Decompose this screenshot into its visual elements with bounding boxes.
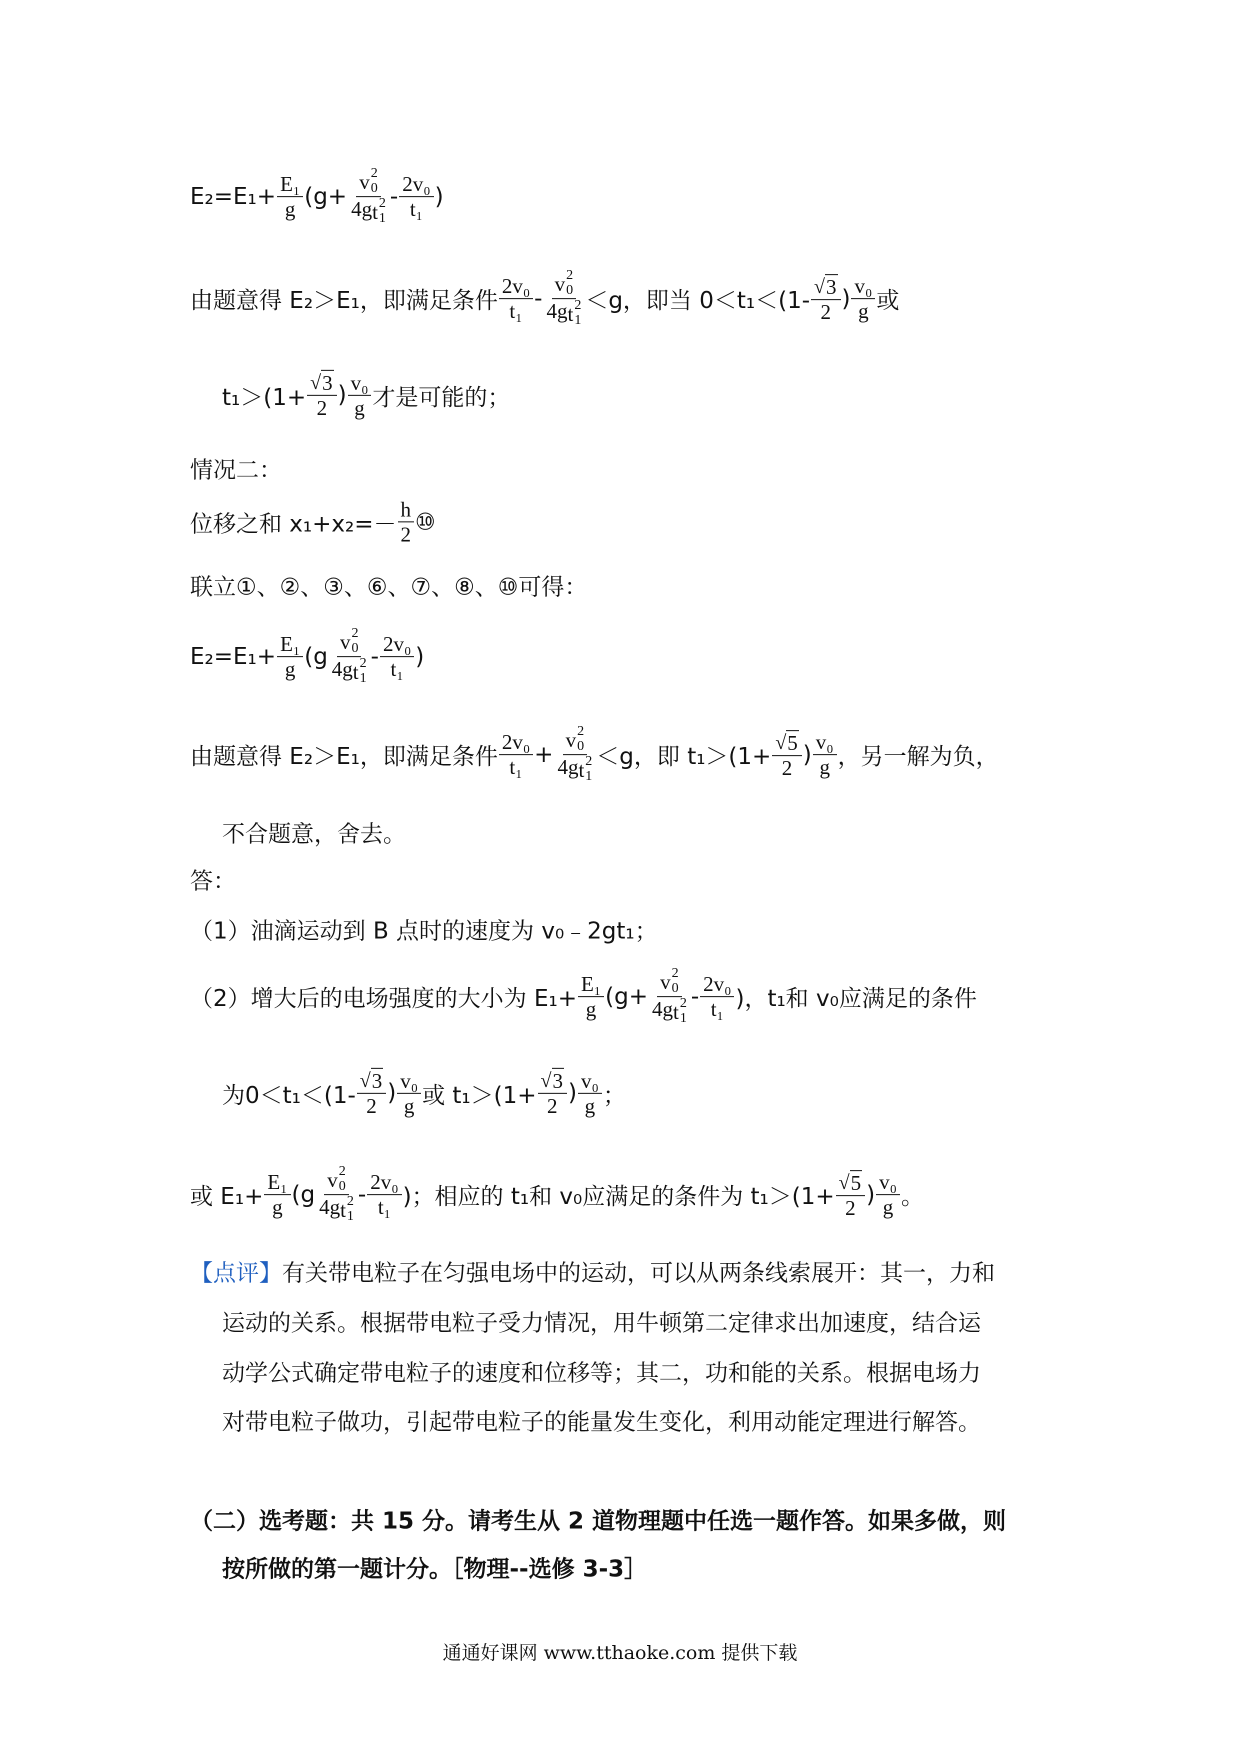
text-run: v₀ (854, 274, 873, 299)
index-stack (360, 658, 367, 687)
fraction-denominator (398, 523, 415, 547)
text-run: 4g (351, 197, 373, 222)
fraction-denominator (316, 1196, 357, 1225)
fraction (277, 172, 303, 221)
fraction-numerator (380, 632, 414, 657)
text-run: v₀ (350, 370, 369, 395)
fraction-denominator (583, 998, 600, 1022)
text-run: 2v₀ (382, 632, 412, 657)
text-run: 2 (781, 756, 793, 780)
fraction (316, 1165, 357, 1225)
superscript: 2 (574, 298, 582, 314)
fraction (538, 1068, 567, 1118)
text-run: 4g (651, 997, 673, 1022)
superscript: 2 (671, 966, 679, 982)
fraction-numerator (337, 627, 362, 657)
fraction-denominator (842, 1196, 859, 1220)
text-run: (g (304, 644, 328, 670)
fraction-denominator (407, 198, 426, 222)
fraction (876, 1170, 900, 1219)
base: v (339, 629, 351, 654)
fraction-denominator (544, 1094, 561, 1118)
text-run: 2 (400, 522, 412, 547)
text-run: (g+ (605, 984, 648, 1010)
text-run: 动学公式确定带电粒子的速度和位移等；其二，功和能的关系。根据电场力 (222, 1360, 981, 1387)
fraction-numerator (813, 730, 837, 755)
base: t (578, 758, 585, 783)
fraction-denominator (269, 1196, 286, 1220)
text-run: 由题意得 E₂＞E₁，即满足条件 (190, 288, 498, 315)
radicand: 5 (850, 1170, 862, 1195)
superscript: 2 (370, 166, 378, 182)
superscript: 2 (566, 268, 574, 284)
text-line (190, 863, 236, 896)
subscript: 1 (378, 211, 386, 227)
text-run: 4g (319, 1195, 341, 1220)
square-root (310, 370, 333, 395)
text-run: ) (866, 1182, 876, 1208)
square-root (814, 274, 837, 299)
radicand: 5 (787, 730, 798, 755)
subscript: 0 (577, 738, 585, 754)
text-run: v₀ (815, 730, 834, 755)
fraction-numerator (499, 730, 533, 755)
fraction-denominator (282, 658, 299, 682)
text-line (222, 1404, 981, 1437)
fraction-denominator (329, 658, 370, 687)
text-run: 2v₀ (402, 172, 431, 197)
fraction-numerator (277, 172, 303, 197)
text-run: t₁ (377, 1195, 391, 1220)
subscript: 0 (351, 640, 359, 656)
variable-with-indices (353, 658, 367, 687)
radicand: 3 (371, 1068, 383, 1093)
text-line (190, 967, 977, 1027)
variable-with-indices (660, 967, 679, 996)
superscript: 2 (679, 996, 687, 1012)
base: t (352, 660, 359, 685)
text-line (190, 1255, 995, 1288)
text-run: 或 t₁＞(1+ (422, 1082, 537, 1109)
text-run: 2 (845, 1196, 856, 1220)
radicand: 3 (322, 370, 333, 395)
fraction (649, 967, 690, 1027)
square-root (775, 730, 798, 755)
fraction-numerator (348, 370, 372, 395)
text-run: v₀ (879, 1170, 897, 1195)
fraction-denominator (779, 756, 796, 780)
fraction-denominator (818, 300, 835, 324)
index-stack (672, 967, 679, 996)
base: t (672, 1000, 679, 1025)
text-run: 由题意得 E₂＞E₁，即满足条件 (190, 744, 498, 771)
text-line (190, 167, 444, 227)
text-line (190, 269, 899, 329)
subscript: 1 (585, 769, 593, 785)
text-run: g (284, 197, 296, 222)
base: v (554, 271, 566, 296)
subscript: 1 (679, 1011, 687, 1027)
superscript: 2 (351, 626, 359, 642)
fraction-numerator (324, 1165, 349, 1195)
text-run: ； (602, 1082, 626, 1109)
fraction-numerator (367, 1170, 401, 1195)
fraction (397, 1068, 421, 1117)
text-run: ＜g，即 t₁＞(1+ (596, 744, 772, 771)
text-run: - (357, 1182, 367, 1208)
text-run: t₁ (509, 299, 523, 324)
text-run: t₁＞(1+ (222, 384, 307, 411)
fraction-numerator (657, 967, 682, 997)
text-run: 为0＜t₁＜(1- (222, 1082, 356, 1109)
radicand: 3 (552, 1068, 563, 1093)
text-run: ) (841, 286, 851, 312)
fraction-denominator (582, 1094, 599, 1118)
variable-with-indices (340, 627, 359, 656)
variable-with-indices (566, 725, 585, 754)
text-run: 联立①、②、③、⑥、⑦、⑧、⑩可得： (190, 574, 588, 601)
subscript: 1 (346, 1209, 354, 1225)
superscript: 2 (359, 656, 367, 672)
fraction-numerator (836, 1170, 865, 1196)
fraction-numerator (356, 167, 381, 197)
subscript: 0 (338, 1178, 346, 1194)
text-run: v₀ (580, 1068, 599, 1093)
text-run: 答： (190, 868, 236, 895)
text-line (190, 452, 282, 485)
base: t (340, 1198, 346, 1223)
text-run: E₁ (280, 172, 301, 197)
text-run: 对带电粒子做功，引起带电粒子的能量发生变化，利用动能定理进行解答。 (222, 1409, 981, 1436)
fraction-numerator (700, 972, 734, 997)
text-run: ) (568, 1080, 577, 1106)
text-run: ) (434, 184, 444, 210)
text-line (222, 1551, 647, 1584)
comment-label: 【点评】 (190, 1260, 282, 1287)
fraction (329, 627, 370, 687)
text-run: 2 (820, 300, 831, 324)
variable-with-indices (555, 269, 574, 298)
fraction-denominator (348, 198, 389, 227)
superscript: 2 (577, 724, 585, 740)
text-run: 2 (316, 396, 328, 420)
base: v (565, 727, 577, 752)
square-root (839, 1170, 862, 1195)
text-run: 2v₀ (703, 972, 732, 997)
page-footer: 通通好课网 www.tthaoke.com 提供下载 (442, 1642, 798, 1664)
index-stack (347, 1196, 354, 1225)
base: t (372, 200, 378, 225)
fraction-denominator (351, 396, 368, 420)
fraction (772, 730, 801, 780)
fraction (348, 167, 389, 227)
fraction-numerator (578, 972, 604, 997)
text-run: 2v₀ (370, 1170, 399, 1195)
index-stack (339, 1165, 346, 1194)
text-run: t₁ (509, 755, 523, 780)
text-run: （二）选考题：共 15 分。请考生从 2 道物理题中任选一题作答。如果多做，则 (190, 1508, 1007, 1535)
text-line (222, 1305, 981, 1338)
text-line (190, 627, 424, 687)
text-run: g (354, 395, 365, 420)
variable-with-indices (340, 1196, 354, 1225)
text-run: （1）油滴运动到 B 点时的速度为 v₀﹣2gt₁； (190, 918, 658, 945)
text-run: t₁ (710, 997, 724, 1022)
fraction (578, 972, 604, 1021)
text-run: ) (337, 382, 347, 408)
radical-sign: √ (310, 372, 322, 394)
fraction-denominator (708, 998, 727, 1022)
fraction-denominator (401, 1094, 418, 1118)
fraction-numerator (851, 274, 875, 299)
text-run: 运动的关系。根据带电粒子受力情况，用牛顿第二定律求出加速度，结合运 (222, 1310, 981, 1337)
fraction (399, 172, 433, 221)
fraction (277, 632, 303, 681)
fraction-denominator (506, 300, 525, 324)
text-run: ⑩ (415, 509, 436, 535)
fraction-numerator (772, 730, 801, 756)
fraction-denominator (282, 198, 299, 222)
text-run: E₂=E₁+ (190, 644, 277, 670)
text-line (190, 569, 587, 602)
fraction-numerator (563, 725, 588, 755)
radical-sign: √ (814, 276, 825, 298)
fraction (811, 274, 840, 324)
variable-with-indices (372, 198, 386, 227)
fraction (499, 730, 533, 779)
text-run: ) (415, 644, 425, 670)
text-run: - (534, 286, 543, 312)
variable-with-indices (359, 167, 378, 196)
text-run: 情况二： (190, 457, 282, 484)
text-line (190, 1503, 1006, 1536)
superscript: 2 (378, 196, 386, 212)
text-run: 或 E₁+ (190, 1184, 264, 1211)
text-run: 4g (557, 755, 579, 780)
index-stack (351, 627, 358, 656)
base: v (327, 1167, 338, 1192)
superscript: 2 (346, 1194, 354, 1210)
fraction-numerator (264, 1170, 290, 1195)
fraction-denominator (816, 756, 833, 780)
text-run: g (284, 657, 296, 682)
text-run: E₁ (280, 632, 301, 657)
fraction-numerator (538, 1068, 567, 1094)
text-run: - (370, 644, 379, 670)
text-run: g (584, 1093, 596, 1118)
text-line (222, 370, 510, 420)
text-run: + (534, 742, 554, 768)
index-stack (566, 269, 573, 298)
fraction (578, 1068, 602, 1117)
radicand: 3 (826, 274, 837, 299)
base: v (359, 169, 370, 194)
square-root (541, 1068, 564, 1093)
fraction-numerator (552, 269, 577, 299)
fraction (264, 1170, 290, 1219)
text-line (190, 913, 658, 946)
text-run: 4g (331, 657, 353, 682)
fraction-denominator (649, 998, 690, 1027)
fraction-numerator (876, 1170, 900, 1195)
fraction-denominator (855, 300, 872, 324)
index-stack (574, 300, 581, 329)
text-run: 2v₀ (501, 274, 531, 299)
fraction (836, 1170, 865, 1220)
fraction-denominator (506, 756, 525, 780)
variable-with-indices (327, 1165, 346, 1194)
fraction-numerator (399, 172, 433, 197)
fraction (543, 269, 584, 329)
fraction-numerator (357, 1068, 386, 1094)
superscript: 2 (585, 754, 593, 770)
index-stack (680, 998, 687, 1027)
text-run: v₀ (400, 1068, 419, 1093)
square-root (360, 1068, 383, 1093)
text-run: g (272, 1195, 283, 1220)
text-run: g (403, 1093, 415, 1118)
superscript: 2 (338, 1164, 346, 1180)
subscript: 0 (566, 282, 574, 298)
subscript: 0 (370, 180, 378, 196)
text-run: 才是可能的； (372, 384, 511, 411)
fraction-numerator (398, 497, 415, 522)
text-run: E₁ (267, 1170, 288, 1195)
variable-with-indices (567, 300, 581, 329)
text-run: 或 (876, 288, 900, 315)
fraction-numerator (499, 274, 533, 299)
text-run: （2）增大后的电场强度的大小为 E₁+ (190, 986, 577, 1013)
fraction-numerator (277, 632, 303, 657)
text-run: )，t₁和 v₀应满足的条件 (735, 986, 977, 1013)
fraction-denominator (375, 1196, 394, 1220)
fraction-numerator (397, 1068, 421, 1093)
text-run: - (389, 184, 399, 210)
text-run: 2v₀ (501, 730, 531, 755)
text-run: E₁ (580, 972, 602, 997)
fraction (348, 370, 372, 419)
text-run: g (882, 1195, 894, 1220)
radical-sign: √ (359, 1070, 371, 1092)
fraction (700, 972, 734, 1021)
text-run: h (400, 497, 412, 522)
text-run: g (858, 299, 869, 324)
fraction (398, 497, 415, 546)
text-run: ，另一解为负， (837, 744, 999, 771)
text-line (222, 1355, 981, 1388)
text-run: ＜g，即当 0＜t₁＜(1- (585, 288, 811, 315)
text-run: 4g (546, 299, 568, 324)
fraction (357, 1068, 386, 1118)
fraction-numerator (307, 370, 336, 396)
fraction (367, 1170, 401, 1219)
text-line (190, 1165, 924, 1225)
fraction (307, 370, 336, 420)
index-stack (371, 167, 378, 196)
text-run: 位移之和 x₁+x₂=－ (190, 511, 397, 538)
text-run: (g+ (304, 184, 348, 210)
text-run: t₁ (409, 197, 423, 222)
text-run: ) (387, 1080, 397, 1106)
text-line (222, 1068, 626, 1118)
radical-sign: √ (540, 1070, 552, 1092)
text-line (190, 497, 436, 546)
fraction (554, 725, 595, 785)
text-run: t₁ (390, 657, 404, 682)
text-run: 有关带电粒子在匀强电场中的运动，可以从两条线索展开：其一，力和 (282, 1260, 995, 1287)
fraction (499, 274, 533, 323)
text-run: 。 (900, 1184, 924, 1211)
base: t (567, 302, 574, 327)
text-run: (g (291, 1182, 316, 1208)
text-run: )；相应的 t₁和 v₀应满足的条件为 t₁＞(1+ (402, 1184, 835, 1211)
radical-sign: √ (838, 1172, 850, 1194)
index-stack (379, 198, 386, 227)
subscript: 0 (671, 980, 679, 996)
text-run: 不合题意，舍去。 (222, 821, 406, 848)
fraction-denominator (314, 396, 331, 420)
text-run: 2 (547, 1094, 558, 1118)
fraction-denominator (554, 756, 595, 785)
fraction-denominator (363, 1094, 380, 1118)
fraction (813, 730, 837, 779)
subscript: 1 (359, 671, 367, 687)
text-run: g (585, 997, 597, 1022)
fraction (380, 632, 414, 681)
text-run: E₂=E₁+ (190, 184, 277, 210)
fraction-denominator (880, 1196, 897, 1220)
radical-sign: √ (775, 732, 787, 754)
fraction-numerator (811, 274, 840, 300)
subscript: 1 (574, 313, 582, 329)
fraction (851, 274, 875, 323)
text-run: - (690, 984, 700, 1010)
fraction-denominator (543, 300, 584, 329)
text-run: 按所做的第一题计分。［物理--选修 3-3］ (222, 1556, 648, 1583)
variable-with-indices (673, 998, 687, 1027)
base: v (660, 969, 671, 994)
text-run: 2 (366, 1094, 377, 1118)
text-run: g (819, 755, 830, 780)
fraction-denominator (388, 658, 407, 682)
variable-with-indices (578, 756, 592, 785)
index-stack (585, 756, 592, 785)
text-run: ) (802, 742, 812, 768)
text-line (222, 816, 406, 849)
fraction-numerator (578, 1068, 602, 1093)
index-stack (577, 725, 584, 754)
text-line (190, 725, 999, 785)
